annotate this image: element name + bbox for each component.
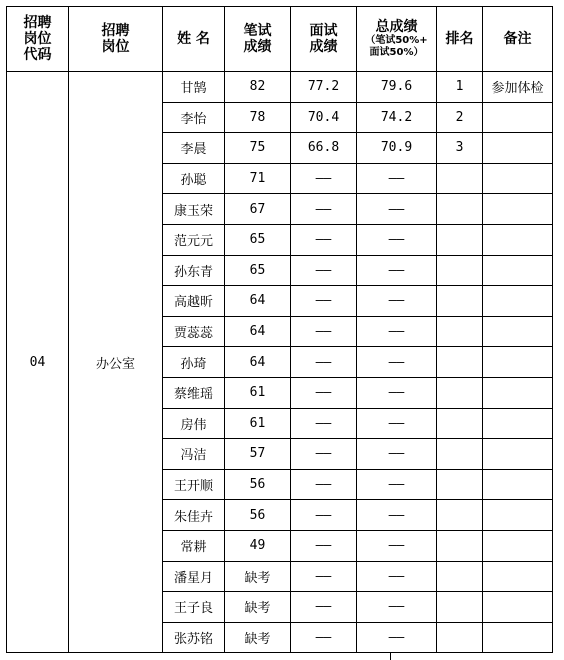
interview-score-cell: —— [291,439,357,470]
rank-cell [437,286,483,317]
total-score-cell: —— [357,561,437,592]
note-cell [483,592,553,623]
name-cell: 范元元 [163,224,225,255]
written-score-cell: 缺考 [225,561,291,592]
interview-score-cell: —— [291,163,357,194]
interview-score-cell: —— [291,530,357,561]
total-score-cell: —— [357,316,437,347]
total-score-cell: —— [357,255,437,286]
written-score-cell: 56 [225,469,291,500]
rank-cell [437,255,483,286]
written-score-cell: 64 [225,316,291,347]
header-name: 姓 名 [163,7,225,72]
written-score-cell: 64 [225,347,291,378]
name-cell: 贾蕊蕊 [163,316,225,347]
total-score-cell: —— [357,347,437,378]
name-cell: 张苏铭 [163,622,225,653]
total-score-cell: —— [357,286,437,317]
name-cell: 蔡维瑶 [163,377,225,408]
total-score-cell: —— [357,377,437,408]
total-score-cell: —— [357,500,437,531]
name-cell: 常耕 [163,530,225,561]
name-cell: 王子良 [163,592,225,623]
interview-score-cell: —— [291,377,357,408]
written-score-cell: 56 [225,500,291,531]
table-row [7,72,553,103]
written-score-cell: 57 [225,439,291,470]
note-cell: 参加体检 [483,72,553,103]
name-cell: 甘鹄 [163,72,225,103]
header-total-formula: （笔试50%+ 面试50%） [365,35,428,58]
rank-cell [437,316,483,347]
interview-score-cell: —— [291,622,357,653]
note-cell [483,377,553,408]
interview-score-cell: —— [291,224,357,255]
rank-cell [437,347,483,378]
rank-cell [437,408,483,439]
written-score-cell: 65 [225,224,291,255]
name-cell: 康玉荣 [163,194,225,225]
total-score-cell: —— [357,622,437,653]
total-score-cell: —— [357,469,437,500]
header-interview: 面试 成绩 [291,7,357,72]
header-position: 招聘 岗位 [69,7,163,72]
rank-cell [437,500,483,531]
name-cell: 王开顺 [163,469,225,500]
total-score-cell: 79.6 [357,72,437,103]
interview-score-cell: —— [291,255,357,286]
note-cell [483,530,553,561]
total-score-cell: —— [357,592,437,623]
note-cell [483,286,553,317]
note-cell [483,194,553,225]
table-body [7,72,553,653]
written-score-cell: 82 [225,72,291,103]
interview-score-cell: —— [291,408,357,439]
note-cell [483,316,553,347]
note-cell [483,102,553,133]
note-cell [483,255,553,286]
note-cell [483,469,553,500]
rank-cell [437,377,483,408]
total-score-cell: —— [357,530,437,561]
note-cell [483,439,553,470]
page-edge-mark [390,652,391,660]
rank-cell: 2 [437,102,483,133]
note-cell [483,500,553,531]
written-score-cell: 71 [225,163,291,194]
name-cell: 潘星月 [163,561,225,592]
interview-score-cell: —— [291,194,357,225]
name-cell: 房伟 [163,408,225,439]
interview-score-cell: —— [291,347,357,378]
note-cell [483,561,553,592]
interview-score-cell: 77.2 [291,72,357,103]
results-table [6,6,553,653]
interview-score-cell: —— [291,469,357,500]
total-score-cell: 70.9 [357,133,437,164]
rank-cell [437,469,483,500]
note-cell [483,622,553,653]
note-cell [483,224,553,255]
rank-cell [437,622,483,653]
rank-cell [437,163,483,194]
rank-cell [437,530,483,561]
total-score-cell: 74.2 [357,102,437,133]
written-score-cell: 67 [225,194,291,225]
total-score-cell: —— [357,439,437,470]
written-score-cell: 65 [225,255,291,286]
note-cell [483,163,553,194]
note-cell [483,347,553,378]
rank-cell [437,224,483,255]
written-score-cell: 缺考 [225,622,291,653]
name-cell: 李晨 [163,133,225,164]
header-written: 笔试 成绩 [225,7,291,72]
written-score-cell: 75 [225,133,291,164]
rank-cell: 3 [437,133,483,164]
name-cell: 冯洁 [163,439,225,470]
written-score-cell: 64 [225,286,291,317]
written-score-cell: 78 [225,102,291,133]
position-name-cell: 办公室 [69,72,163,653]
header-total: 总成绩 （笔试50%+ 面试50%） [357,7,437,72]
header-code: 招聘 岗位 代码 [7,7,69,72]
rank-cell [437,561,483,592]
header-note: 备注 [483,7,553,72]
name-cell: 孙琦 [163,347,225,378]
name-cell: 孙聪 [163,163,225,194]
interview-score-cell: —— [291,316,357,347]
position-code-cell: 04 [7,72,69,653]
interview-score-cell: —— [291,592,357,623]
interview-score-cell: —— [291,561,357,592]
interview-score-cell: —— [291,500,357,531]
note-cell [483,133,553,164]
name-cell: 李怡 [163,102,225,133]
name-cell: 朱佳卉 [163,500,225,531]
written-score-cell: 缺考 [225,592,291,623]
total-score-cell: —— [357,224,437,255]
total-score-cell: —— [357,163,437,194]
total-score-cell: —— [357,408,437,439]
written-score-cell: 61 [225,408,291,439]
note-cell [483,408,553,439]
name-cell: 高越昕 [163,286,225,317]
header-rank: 排名 [437,7,483,72]
rank-cell [437,439,483,470]
interview-score-cell: 70.4 [291,102,357,133]
rank-cell [437,592,483,623]
header-row [7,7,553,72]
rank-cell [437,194,483,225]
name-cell: 孙东青 [163,255,225,286]
written-score-cell: 61 [225,377,291,408]
written-score-cell: 49 [225,530,291,561]
rank-cell: 1 [437,72,483,103]
interview-score-cell: 66.8 [291,133,357,164]
total-score-cell: —— [357,194,437,225]
interview-score-cell: —— [291,286,357,317]
